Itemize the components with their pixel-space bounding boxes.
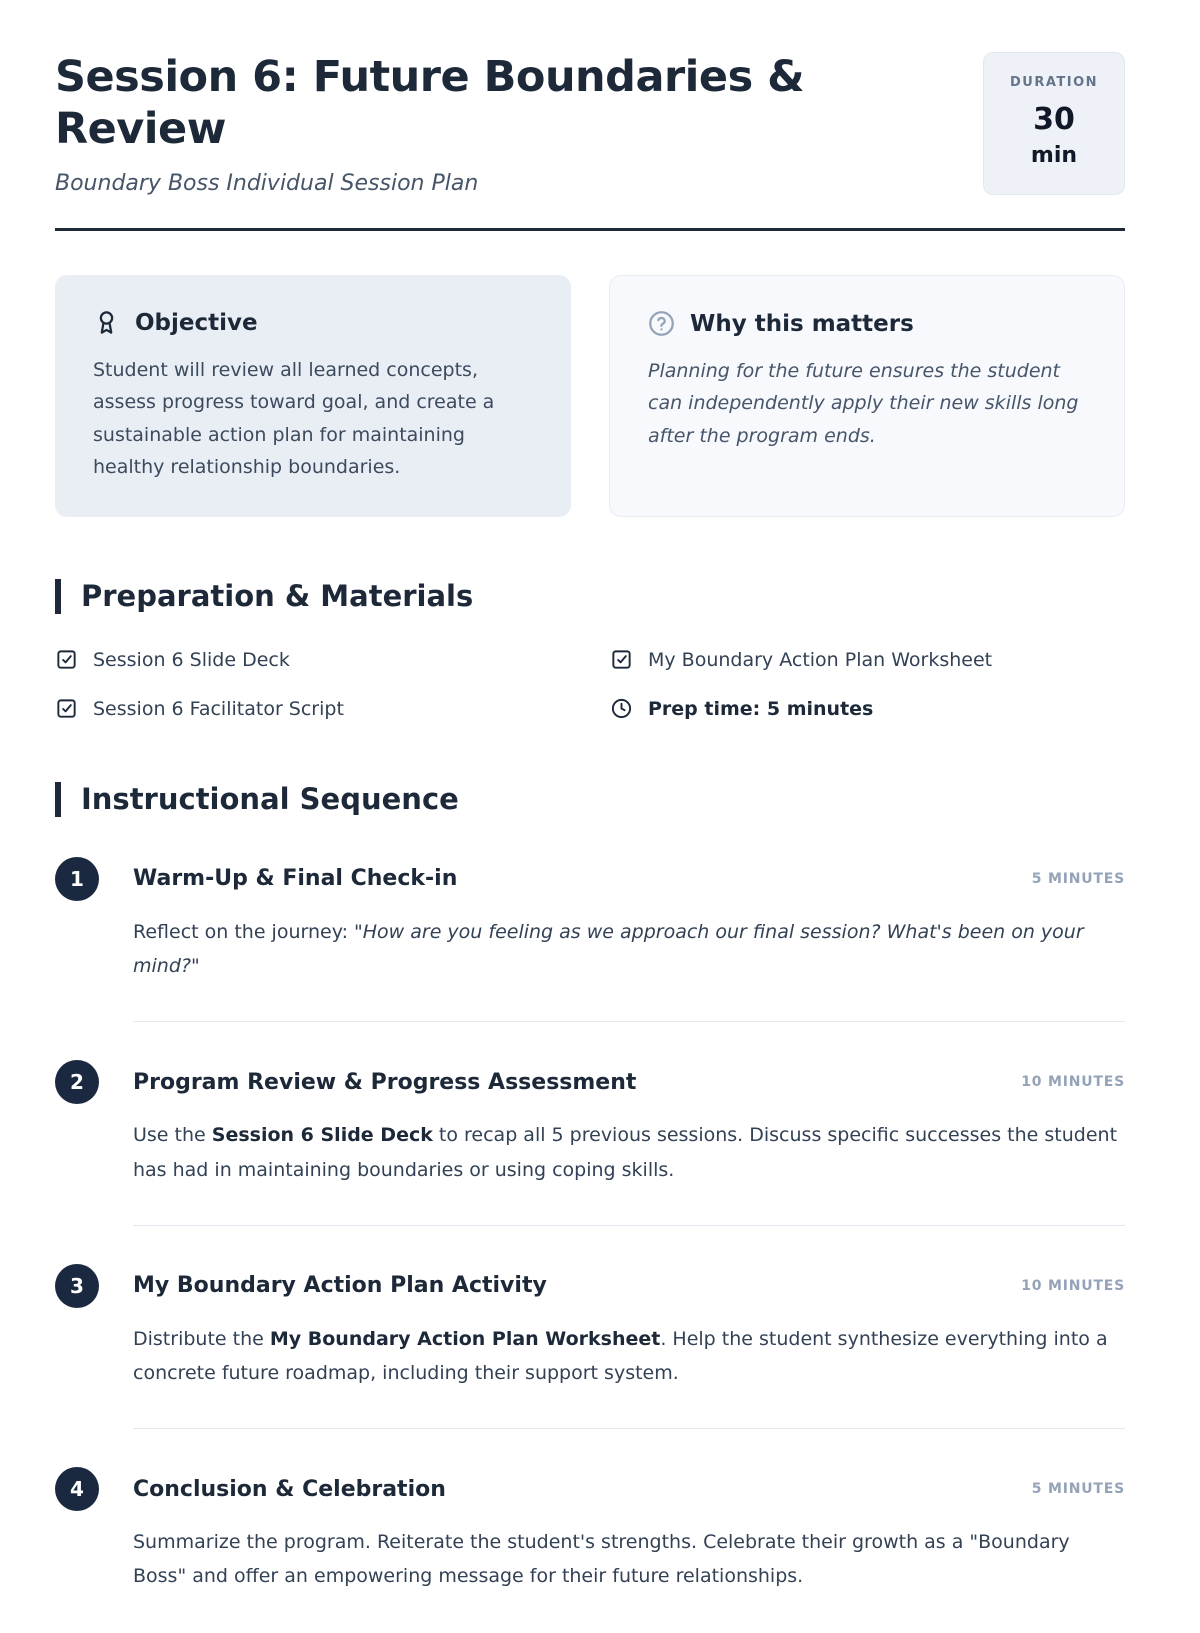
- step-number-badge: 4: [55, 1467, 99, 1511]
- award-icon: [93, 309, 120, 336]
- page-title: Session 6: Future Boundaries & Review: [55, 52, 805, 154]
- checkbox-icon: [55, 648, 78, 671]
- why-title: Why this matters: [690, 310, 914, 337]
- prep-item-prep-time: [610, 697, 1125, 720]
- checkbox-icon: [610, 648, 633, 671]
- duration-label: DURATION: [1009, 75, 1099, 90]
- section-preparation: [55, 579, 1125, 720]
- step-number-badge: 3: [55, 1264, 99, 1308]
- step-number-badge: 1: [55, 857, 99, 901]
- step-3: [55, 1264, 1125, 1390]
- sequence-heading: Instructional Sequence: [55, 782, 1125, 817]
- clock-icon: [610, 697, 633, 720]
- page-subtitle: Boundary Boss Individual Session Plan: [55, 171, 479, 197]
- section-instructional-sequence: [55, 782, 1125, 1593]
- step-2: [55, 1060, 1125, 1186]
- step-divider: [133, 1021, 1125, 1022]
- info-cards: [55, 275, 1125, 517]
- preparation-list: [55, 648, 1125, 720]
- step-header: [55, 1060, 1125, 1104]
- step-title: Conclusion & Celebration: [133, 1476, 446, 1502]
- prep-item-label: Prep time: 5 minutes: [648, 697, 874, 720]
- duration-value: 30: [1033, 102, 1075, 137]
- duration-card: [983, 52, 1125, 195]
- step-duration-label: 5 MINUTES: [1031, 1481, 1125, 1498]
- prep-item: [55, 648, 570, 671]
- preparation-heading: Preparation & Materials: [55, 579, 1125, 614]
- why-this-matters-card: [609, 275, 1125, 517]
- step-header: [55, 857, 1125, 901]
- step-duration-label: 10 MINUTES: [1021, 1074, 1125, 1091]
- step-1: [55, 857, 1125, 983]
- step-divider: [133, 1225, 1125, 1226]
- step-4: [55, 1467, 1125, 1593]
- step-body: Reflect on the journey: "How are you feeling as we approach our final session? What's been on your mind?": [133, 920, 1084, 978]
- prep-item-label: Session 6 Slide Deck: [93, 648, 290, 671]
- question-circle-icon: [648, 310, 675, 337]
- prep-item-label: Session 6 Facilitator Script: [93, 697, 344, 720]
- why-card-header: [648, 310, 1086, 337]
- why-body: Planning for the future ensures the student can independently apply their new skills long after the program ends.: [648, 360, 1079, 447]
- header-text: [55, 52, 943, 196]
- step-divider: [133, 1428, 1125, 1429]
- header: [55, 52, 1125, 196]
- step-body: Distribute the My Boundary Action Plan Worksheet. Help the student synthesize everything into a concrete future roadmap, including their support system.: [133, 1327, 1108, 1384]
- prep-item-label: My Boundary Action Plan Worksheet: [648, 648, 993, 671]
- prep-item: [610, 648, 1125, 671]
- duration-unit: min: [1030, 143, 1078, 168]
- checkbox-icon: [55, 697, 78, 720]
- objective-title: Objective: [135, 309, 258, 336]
- step-header: [55, 1264, 1125, 1308]
- objective-body: Student will review all learned concepts, assess progress toward goal, and create a sustainable action plan for maintaining healthy relationship boundaries.: [93, 359, 495, 479]
- step-title: Warm-Up & Final Check-in: [133, 866, 458, 892]
- step-title: Program Review & Progress Assessment: [133, 1069, 637, 1095]
- header-divider: [55, 228, 1125, 231]
- objective-card: [55, 275, 571, 517]
- step-duration-label: 10 MINUTES: [1021, 1277, 1125, 1294]
- objective-card-header: [93, 309, 533, 336]
- steps-list: [55, 857, 1125, 1594]
- step-body: Use the Session 6 Slide Deck to recap all 5 previous sessions. Discuss specific successes the student has had in maintaining boundaries or using coping skills.: [133, 1124, 1118, 1181]
- step-header: [55, 1467, 1125, 1511]
- step-number-badge: 2: [55, 1060, 99, 1104]
- step-duration-label: 5 MINUTES: [1031, 870, 1125, 887]
- step-title: My Boundary Action Plan Activity: [133, 1273, 547, 1299]
- step-body: Summarize the program. Reiterate the student's strengths. Celebrate their growth as a "Boundary Boss" and offer an empowering message for their future relationships.: [133, 1531, 1070, 1588]
- prep-item: [55, 697, 570, 720]
